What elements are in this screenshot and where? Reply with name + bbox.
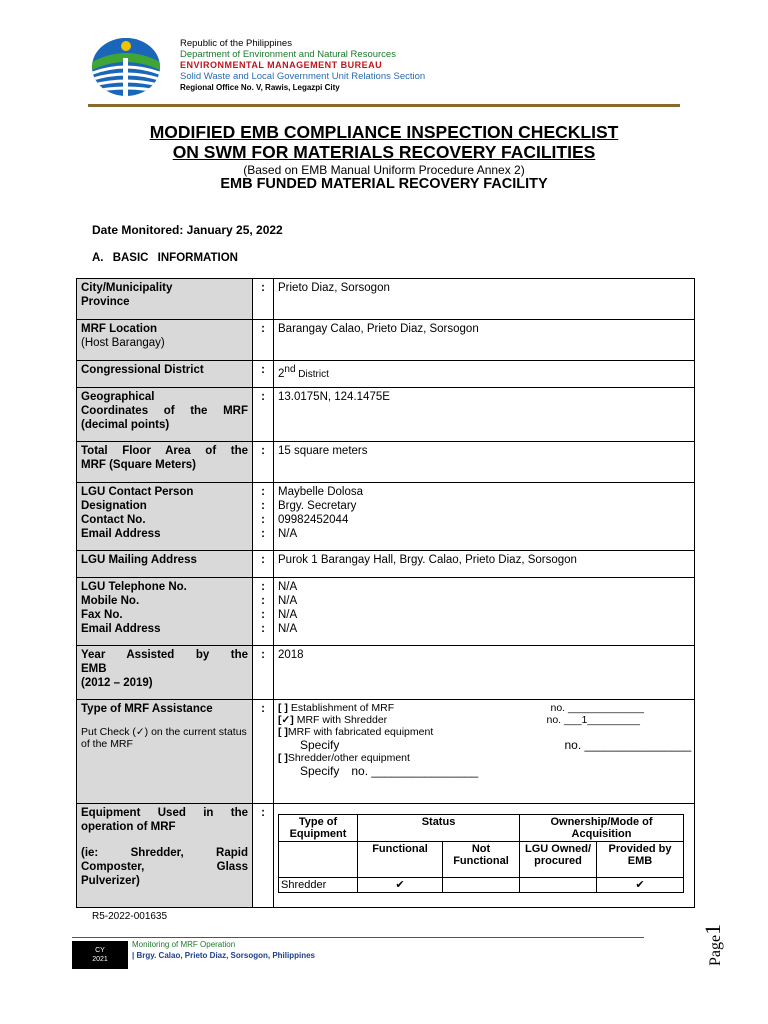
lgu-owned-cell — [520, 878, 597, 893]
title-line-1: MODIFIED EMB COMPLIANCE INSPECTION CHECKLIST — [149, 122, 619, 142]
regional-office-line: Regional Office No. V, Rawis, Legazpi City — [180, 83, 340, 92]
colon: : — [253, 361, 274, 388]
reference-number: R5-2022-001635 — [92, 911, 168, 922]
functional-check: ✔ — [358, 878, 443, 893]
geo-value: 13.0175N, 124.1475E — [274, 388, 695, 442]
not-functional-cell — [443, 878, 520, 893]
option-other-equipment: [ ]Shredder/other equipment — [278, 752, 410, 764]
geo-label: Geographical — [81, 391, 155, 403]
page-number: Page1 — [700, 923, 725, 966]
date-monitored: Date Monitored: January 25, 2022 — [92, 223, 283, 237]
email-value: N/A — [278, 528, 298, 540]
host-barangay-label: (Host Barangay) — [81, 337, 165, 349]
colon: : — [253, 551, 274, 578]
letterhead — [180, 38, 425, 93]
district-label: Congressional District — [77, 361, 253, 388]
footer-location: | Brgy. Calao, Prieto Diaz, Sorsogon, Philippines — [132, 951, 316, 960]
col-provided-by-emb: Provided by EMB — [597, 842, 684, 878]
floor-area-value: 15 square meters — [274, 442, 695, 483]
colon: : — [253, 279, 274, 320]
contact-person-value: Maybelle Dolosa — [278, 486, 364, 498]
col-ownership: Ownership/Mode of Acquisition — [520, 815, 684, 842]
province-label: Province — [81, 296, 130, 308]
contact-no-value: 09982452044 — [278, 514, 349, 526]
option-shredder: [✓] MRF with Shredder no. ___1_________ — [278, 714, 640, 726]
equipment-type-cell: Shredder — [279, 878, 358, 893]
year-assisted-value: 2018 — [274, 646, 695, 700]
table-row: Equipment Used in the operation of MRF (ie: Shredder, Rapid Composter, Glass Pulverizer) : Type of Equipment Status Ownership/Mode of Acquisition Functional Not Functional LGU Owned/ procured Provided by EMB Shredder ✔ ✔ — [77, 804, 695, 908]
floor-area-label: Total Floor Area of the — [81, 445, 248, 457]
table-row: Geographical Coordinates of the MRF (decimal points) : 13.0175N, 124.1475E — [77, 388, 695, 442]
table-row — [77, 361, 695, 388]
colon: : — [253, 320, 274, 361]
facility-title: EMB FUNDED MATERIAL RECOVERY FACILITY — [220, 176, 548, 192]
option-establishment: [ ] Establishment of MRF no. _____________ — [278, 702, 644, 714]
emb-line: ENVIRONMENTAL MANAGEMENT BUREAU — [180, 60, 383, 70]
mrf-location-value: Barangay Calao, Prieto Diaz, Sorsogon — [274, 320, 695, 361]
colon: : — [253, 388, 274, 442]
cy-badge: CY 2021 — [72, 941, 128, 969]
footer-title: Monitoring of MRF Operation — [132, 940, 236, 949]
header-divider — [88, 104, 680, 107]
mailing-address-value: Purok 1 Barangay Hall, Brgy. Calao, Prieto Diaz, Sorsogon — [274, 551, 695, 578]
provided-by-emb-check: ✔ — [597, 878, 684, 893]
colon: : — [253, 442, 274, 483]
city-label: City/Municipality — [81, 282, 173, 294]
table-row — [77, 279, 695, 320]
equipment-label: Equipment Used in the — [81, 807, 248, 819]
mrf-location-label: MRF Location — [81, 323, 158, 335]
contact-person-label: LGU Contact Person — [81, 486, 194, 498]
mailing-address-label: LGU Mailing Address — [77, 551, 253, 578]
colon: : — [253, 646, 274, 700]
table-row: Total Floor Area of the MRF (Square Meters) : 15 square meters — [77, 442, 695, 483]
subtitle: (Based on EMB Manual Uniform Procedure Annex 2) — [243, 163, 525, 177]
table-row: LGU Telephone No. Mobile No. Fax No. Email Address : : : : N/A N/A N/A N/A — [77, 578, 695, 646]
year-assisted-label: Year Assisted by the — [81, 649, 248, 661]
footer-divider — [72, 937, 644, 938]
district-value: 2nd District — [274, 361, 695, 388]
table-row — [77, 320, 695, 361]
section-line: Solid Waste and Local Government Unit Relations Section — [180, 71, 426, 82]
table-row: Type of MRF Assistance Put Check (✓) on the current status of the MRF : [ ] Establishment of MRF no. _____________ [✓] MRF with Shredder no. ___1_________ [ ]MRF with fabricated equipment Specify no. ________________ [ ]Shredder/other equipment Specify no. ________________ — [77, 700, 695, 804]
denr-line: Department of Environment and Natural Resources — [180, 49, 396, 60]
designation-value: Brgy. Secretary — [278, 500, 357, 512]
republic-line: Republic of the Philippines — [180, 38, 292, 49]
city-value: Prieto Diaz, Sorsogon — [274, 279, 695, 320]
mrf-assistance-label: Type of MRF Assistance — [81, 703, 213, 715]
telephone-label: LGU Telephone No. — [81, 581, 187, 593]
col-status: Status — [358, 815, 520, 842]
emb-logo — [90, 36, 162, 98]
col-lgu-owned: LGU Owned/ procured — [520, 842, 597, 878]
table-row — [77, 551, 695, 578]
col-type-of-equipment: Type of Equipment — [279, 815, 358, 842]
section-heading: A. BASIC INFORMATION — [92, 252, 238, 264]
title-line-2: ON SWM FOR MATERIALS RECOVERY FACILITIES — [172, 142, 596, 162]
colon: : — [253, 804, 274, 908]
equipment-table — [278, 814, 684, 893]
option-fabricated: [ ]MRF with fabricated equipment — [278, 726, 434, 738]
basic-information-table — [76, 278, 695, 908]
col-functional: Functional — [358, 842, 443, 878]
table-row: LGU Contact Person Designation Contact No. Email Address : : : : Maybelle Dolosa Brgy. Secretary 09982452044 N/A — [77, 483, 695, 551]
colon: : — [253, 700, 274, 804]
table-row — [279, 878, 684, 893]
check-instruction: Put Check (✓) on the current status of the MRF — [81, 726, 247, 750]
col-not-functional: Not Functional — [443, 842, 520, 878]
table-row: Year Assisted by the EMB (2012 – 2019) : 2018 — [77, 646, 695, 700]
